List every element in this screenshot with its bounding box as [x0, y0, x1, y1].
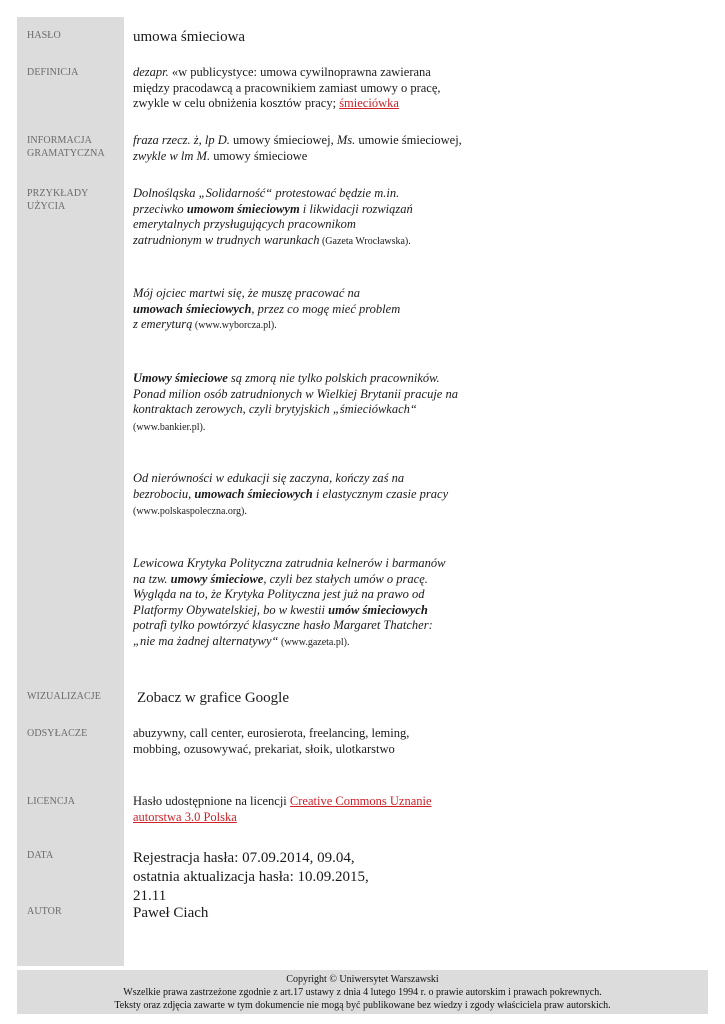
- example-keyword: umowy śmieciowe: [170, 571, 264, 586]
- grammar-part: zwykle w lm M.: [133, 148, 211, 163]
- example-keyword: umowach śmieciowych: [194, 486, 313, 501]
- label-line: GRAMATYCZNA: [27, 148, 105, 159]
- headword: umowa śmieciowa: [133, 29, 246, 45]
- footer: [17, 970, 708, 1014]
- label-line: INFORMACJA: [27, 135, 92, 146]
- example-1: [133, 186, 413, 249]
- example-source: (www.bankier.pl).: [133, 421, 206, 433]
- example-keyword: umów śmieciowych: [328, 602, 428, 617]
- example-text: potrafi tylko powtórzyć klasyczne hasło Margaret Thatcher: „nie ma żadnej alternatywy“: [133, 618, 433, 648]
- example-5: [133, 556, 453, 650]
- crossrefs: abuzywny, call center, eurosierota, freelancing, leming, mobbing, ozusowywać, prekariat, słoik, ulotkarstwo: [133, 726, 410, 756]
- example-keyword: Umowy śmieciowe: [133, 371, 228, 385]
- grammar-part: umowy śmieciowe: [210, 148, 308, 163]
- definition-text: «w publicystyce: umowa cywilnoprawna zawierana między pracodawcą a pracownikiem zamiast umowy o pracę, zwykle w celu obniżenia kosztów pracy;: [133, 65, 441, 110]
- example-keyword: umowom śmieciowym: [186, 201, 300, 216]
- label-autor: AUTOR: [27, 906, 62, 917]
- example-text: i elastycznym czasie pracy: [312, 486, 449, 501]
- example-4: [133, 471, 453, 520]
- example-text: są zmorą nie tylko polskich pracowników. Ponad milion osób zatrudnionych w Wielkiej Brytanii pracuje na kontraktach zerowych, czyli brytyjskich „śmieciówkach“: [133, 371, 458, 416]
- label-wizualizacje: WIZUALIZACJE: [27, 691, 101, 702]
- grammar-info: [133, 133, 463, 164]
- label-informacja-gramatyczna: [27, 134, 122, 160]
- footer-rights: Wszelkie prawa zastrzeżone zgodnie z art.17 ustawy z dnia 4 lutego 1994 r. o prawie autorskim i prawach pokrewnych.: [123, 987, 602, 998]
- date: Rejestracja hasła: 07.09.2014, 09.04, ostatnia aktualizacja hasła: 10.09.2015, 21.11: [133, 850, 369, 904]
- example-3: [133, 371, 463, 435]
- example-text: Lewicowa Krytyka Polityczna zatrudnia kelnerów i barmanów na tzw.: [133, 556, 446, 586]
- example-text: Od nierówności w edukacji się zaczyna, kończy zaś na bezrobociu,: [133, 471, 405, 501]
- example-text: , czyli bez stałych umów o pracę. Wygląda na to, że Krytyka Polityczna jest już na prawo od Platformy Obywatelskiej, bo w kwestii: [133, 571, 428, 617]
- example-source: (www.wyborcza.pl).: [192, 320, 277, 331]
- definition-link-smieciowka[interactable]: śmieciówka: [339, 96, 399, 110]
- grammar-part: fraza rzecz. ż, lp D.: [133, 133, 230, 147]
- author: Paweł Ciach: [133, 905, 209, 921]
- example-source: (www.polskaspoleczna.org).: [133, 506, 247, 517]
- google-images-link[interactable]: Zobacz w grafice Google: [137, 690, 290, 706]
- label-odsylacze: ODSYŁACZE: [27, 728, 88, 739]
- definition: [133, 65, 463, 112]
- label-przyklady-uzycia: [27, 187, 122, 213]
- label-definicja: DEFINICJA: [27, 67, 79, 78]
- example-text: i likwidacji rozwiązań emerytalnych przysługujących pracownikom zatrudnionym w trudnych warunkach: [133, 201, 413, 247]
- example-2: [133, 286, 408, 334]
- footer-copyright: Copyright © Uniwersytet Warszawski: [286, 974, 439, 985]
- example-keyword: umowach śmieciowych: [133, 301, 252, 316]
- label-haslo: HASŁO: [27, 30, 61, 41]
- license-text: Hasło udostępnione na licencji: [133, 794, 290, 808]
- grammar-part: umowie śmieciowej,: [355, 133, 462, 147]
- label-line: PRZYKŁADY: [27, 188, 89, 199]
- license: [133, 794, 433, 825]
- example-source: (www.gazeta.pl).: [278, 636, 350, 648]
- example-text: Mój ojciec martwi się, że muszę pracować na: [133, 286, 361, 300]
- definition-qualifier: dezapr.: [133, 65, 169, 79]
- label-data: DATA: [27, 850, 54, 861]
- label-line: UŻYCIA: [27, 201, 66, 212]
- example-source: (Gazeta Wrocławska).: [319, 235, 411, 247]
- grammar-part: umowy śmieciowej,: [229, 133, 337, 147]
- license-link[interactable]: Creative Commons Uznanie autorstwa 3.0 Polska: [133, 794, 432, 824]
- grammar-part: Ms.: [336, 133, 356, 147]
- example-text: Dolnośląska „Solidarność“ protestować będzie m.in. przeciwko: [133, 186, 400, 216]
- footer-notice: Teksty oraz zdjęcia zawarte w tym dokumencie nie mogą być publikowane bez wiedzy i zgody właściciela praw autorskich.: [114, 1000, 611, 1011]
- example-text: , przez co mogę mieć problem z emeryturą: [133, 301, 401, 331]
- label-licencja: LICENCJA: [27, 796, 76, 807]
